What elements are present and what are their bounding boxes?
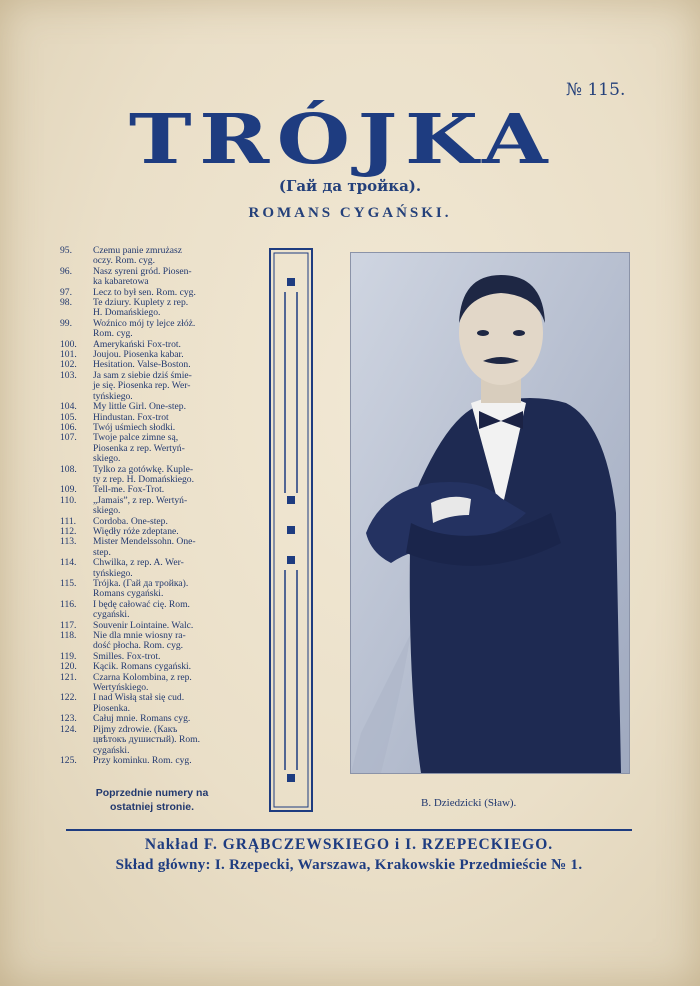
- song-list-item: [60, 673, 236, 694]
- song-number: 125.: [60, 754, 77, 766]
- song-title: [93, 725, 236, 756]
- song-number: 102.: [60, 359, 77, 371]
- song-title-line: Piosenka.: [93, 702, 131, 714]
- song-number: 120.: [60, 661, 77, 673]
- song-number: 97.: [60, 286, 72, 298]
- page-title: TRÓJKA: [128, 100, 556, 180]
- song-title-line: Mister Mendelssohn. One-: [93, 536, 196, 548]
- song-number: 124.: [60, 723, 77, 735]
- song-number: 109.: [60, 484, 77, 496]
- song-title-line: Amerykański Fox-trot.: [93, 338, 181, 350]
- song-number: 114.: [60, 557, 77, 569]
- song-title-line: tyńskiego.: [93, 567, 133, 579]
- song-title-line: ka kabaretowa: [93, 276, 149, 288]
- song-title-line: skiego.: [93, 453, 121, 465]
- song-title-line: Tell-me. Fox-Trot.: [93, 484, 165, 496]
- song-title-line: skiego.: [93, 505, 121, 517]
- song-number: 117.: [60, 619, 77, 631]
- song-title: [93, 673, 236, 694]
- song-number: 103.: [60, 369, 77, 381]
- song-title-line: I nad Wisłą stał się cud.: [93, 692, 185, 704]
- song-title-line: cygański.: [93, 744, 130, 756]
- song-title-line: step.: [93, 546, 111, 558]
- publisher-line-2: Skład główny: I. Rzepecki, Warszawa, Krakowskie Przedmieście № 1.: [115, 857, 583, 873]
- song-title-line: oczy. Rom. cyg.: [93, 255, 155, 267]
- song-list-item: [60, 558, 236, 579]
- song-list-item: [60, 631, 236, 652]
- song-title-line: Całuj mnie. Romans cyg.: [93, 713, 191, 725]
- previous-note-line-2: ostatniej stronie.: [109, 801, 194, 813]
- song-list-item: [60, 246, 236, 267]
- song-number: 106.: [60, 421, 77, 433]
- song-title: [93, 693, 236, 714]
- song-number: 98.: [60, 297, 72, 309]
- song-number: 115.: [60, 578, 77, 589]
- song-list-item: [60, 496, 236, 517]
- song-title-line: Tylko za gotówkę. Kuple-: [93, 463, 194, 475]
- song-title-line: Przy kominku. Rom. cyg.: [93, 754, 192, 766]
- song-number: 104.: [60, 401, 77, 413]
- song-number: 119.: [60, 650, 77, 662]
- song-number: 116.: [60, 598, 77, 610]
- vertical-ornament: [269, 248, 313, 812]
- song-title-line: Czarna Kolombina, z rep.: [93, 671, 192, 683]
- previous-note-line-1: Poprzednie numery na: [95, 787, 209, 799]
- song-title: [93, 631, 236, 652]
- song-title-line: Twoje palce zimne są,: [93, 432, 179, 444]
- song-number: 95.: [60, 245, 72, 256]
- song-title: [93, 537, 236, 558]
- previous-numbers-note: [72, 786, 232, 814]
- song-number: 108.: [60, 463, 77, 475]
- song-title-line: Nie dla mnie wiosny ra-: [93, 630, 186, 642]
- song-number: 111.: [60, 515, 77, 527]
- song-title: [93, 756, 236, 766]
- song-list-item: [60, 402, 236, 412]
- song-title-line: H. Domańskiego.: [93, 307, 161, 319]
- song-number: 105.: [60, 411, 77, 423]
- song-title-line: tyńskiego.: [93, 390, 133, 402]
- song-title: [93, 558, 236, 579]
- song-title: [93, 579, 236, 600]
- song-title-line: Hindustan. Fox-trot: [93, 411, 169, 423]
- song-list-item: [60, 465, 236, 486]
- song-title-line: Rom. cyg.: [93, 328, 133, 340]
- song-list-item: [60, 371, 236, 402]
- genre-label: ROMANS CYGAŃSKI.: [248, 205, 452, 221]
- song-title-line: Cordoba. One-step.: [93, 515, 168, 527]
- song-list-item: [60, 433, 236, 464]
- song-title-line: Więdły róże zdeptane.: [93, 525, 179, 537]
- song-title-line: I będę całować cię. Rom.: [93, 598, 190, 610]
- song-title-line: Joujou. Piosenka kabar.: [93, 349, 184, 361]
- song-title: [93, 246, 236, 267]
- song-title-line: Pijmy zdrowie. (Какъ: [93, 723, 178, 735]
- song-title-line: Wertyńskiego.: [93, 682, 149, 694]
- song-title-line: Twój uśmiech słodki.: [93, 421, 176, 433]
- subtitle: (Гай да тройка).: [278, 177, 422, 195]
- song-title-line: „Jamais”, z rep. Wertyń-: [93, 494, 188, 506]
- song-title: [93, 267, 236, 288]
- song-list: [60, 246, 236, 766]
- song-list-item: [60, 693, 236, 714]
- publisher-line-1: Nakład F. GRĄBCZEWSKIEGO i I. RZEPECKIEGO.: [144, 836, 554, 853]
- song-title: [93, 600, 236, 621]
- song-title-line: ty z rep. H. Domańskiego.: [93, 473, 194, 485]
- song-title-line: Ja sam z siebie dziś śmie-: [93, 369, 192, 381]
- song-number: 101.: [60, 349, 77, 361]
- song-title-line: je się. Piosenka rep. Wer-: [93, 380, 191, 392]
- song-title-line: Czemu panie zmrużasz: [93, 245, 182, 256]
- song-title: [93, 496, 236, 517]
- song-list-item: [60, 319, 236, 340]
- song-list-item: [60, 267, 236, 288]
- song-list-item: [60, 725, 236, 756]
- song-list-item: [60, 600, 236, 621]
- issue-number: № 115.: [566, 80, 626, 100]
- song-title-line: цвѣтокъ душистый). Rom.: [93, 734, 201, 746]
- song-title-line: Hesitation. Valse-Boston.: [93, 359, 191, 371]
- song-number: 96.: [60, 265, 72, 277]
- song-title-line: Te dziury. Kuplety z rep.: [93, 297, 189, 309]
- song-number: 122.: [60, 692, 77, 704]
- song-list-item: [60, 579, 236, 600]
- song-title: [93, 465, 236, 486]
- song-title-line: Souvenir Lointaine. Walc.: [93, 619, 194, 631]
- song-number: 110.: [60, 494, 77, 506]
- song-title-line: Trójka. (Гай да тройка).: [93, 578, 189, 589]
- song-title: [93, 402, 236, 412]
- portrait-figure: [351, 253, 629, 773]
- song-title: [93, 371, 236, 402]
- song-list-item: [60, 537, 236, 558]
- song-number: 99.: [60, 317, 72, 329]
- song-title-line: Nasz syreni gród. Piosen-: [93, 265, 192, 277]
- song-number: 107.: [60, 432, 77, 444]
- song-number: 112.: [60, 525, 77, 537]
- song-title-line: Lecz to był sen. Rom. cyg.: [93, 286, 196, 298]
- portrait-photo: [350, 252, 630, 774]
- song-list-item: [60, 756, 236, 766]
- song-title-line: My little Girl. One-step.: [93, 401, 186, 413]
- song-title: [93, 298, 236, 319]
- song-number: 123.: [60, 713, 77, 725]
- song-title-line: Piosenka z rep. Wertyń-: [93, 442, 185, 454]
- song-title-line: Romans cygański.: [93, 588, 164, 600]
- song-title-line: Woźnico mój ty lejce złóż.: [93, 317, 196, 329]
- song-title-line: Kącik. Romans cygański.: [93, 661, 192, 673]
- song-number: 121.: [60, 671, 77, 683]
- song-number: 100.: [60, 338, 77, 350]
- song-title-line: Smilles. Fox-trot.: [93, 650, 161, 662]
- song-number: 113.: [60, 536, 77, 548]
- photo-caption: B. Dziedzicki (Sław).: [421, 797, 517, 809]
- song-title: [93, 319, 236, 340]
- song-list-item: [60, 298, 236, 319]
- song-title-line: Chwilka, z rep. A. Wer-: [93, 557, 184, 569]
- song-title-line: dość płocha. Rom. cyg.: [93, 640, 184, 652]
- song-title: [93, 433, 236, 464]
- divider-top: [66, 829, 632, 831]
- song-number: 118.: [60, 630, 77, 642]
- song-title-line: cygański.: [93, 609, 130, 621]
